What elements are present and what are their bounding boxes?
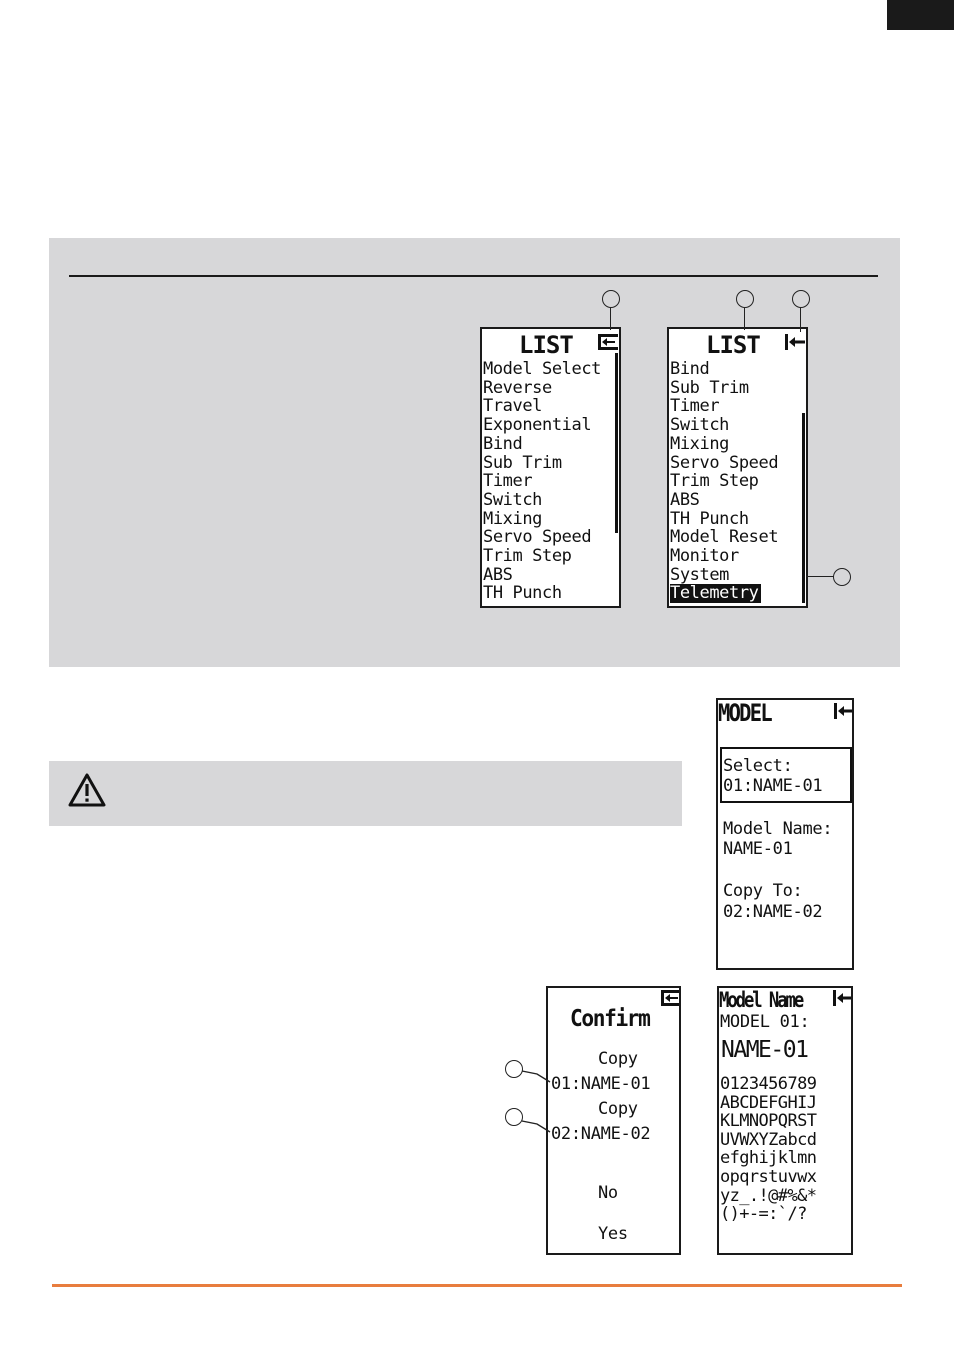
list-item[interactable]: Trim Step: [483, 546, 572, 566]
charset-row[interactable]: yz_.!@#%&*: [720, 1185, 817, 1206]
confirm-screen: [546, 986, 681, 1255]
back-arrow-icon[interactable]: [834, 703, 854, 719]
back-arrow-icon[interactable]: [785, 334, 805, 350]
charset-row[interactable]: efghijklmn: [720, 1148, 817, 1169]
scrollbar[interactable]: [615, 353, 618, 533]
copy-source-label: Copy: [598, 1049, 638, 1069]
list-item[interactable]: Monitor: [670, 546, 739, 566]
callout-marker: [736, 290, 754, 308]
callout-marker: [505, 1108, 523, 1126]
charset-row[interactable]: ()+-=:`/?: [720, 1204, 807, 1225]
warning-triangle-icon: [68, 773, 106, 807]
back-arrow-icon[interactable]: [598, 334, 618, 350]
model-select-label: Select:: [723, 756, 793, 776]
model-screen: [716, 698, 854, 970]
list-item[interactable]: TH Punch: [670, 508, 749, 529]
list-item[interactable]: Sub Trim: [670, 377, 749, 398]
copy-destination-value: 02:NAME-02: [551, 1124, 651, 1144]
charset-row[interactable]: 0123456789: [720, 1074, 817, 1094]
list-item[interactable]: Switch: [483, 489, 543, 510]
list-title: LIST: [519, 331, 573, 359]
back-arrow-icon[interactable]: [833, 990, 853, 1006]
charset-row[interactable]: KLMNOPQRST: [720, 1111, 817, 1132]
confirm-title: Confirm: [570, 1006, 650, 1032]
list-item[interactable]: Switch: [670, 415, 730, 436]
warning-box: [49, 761, 682, 826]
list-item[interactable]: Reverse: [483, 377, 552, 398]
scrollbar[interactable]: [802, 413, 805, 603]
callout-leader: [806, 576, 834, 577]
list-item[interactable]: Timer: [670, 396, 720, 417]
charset-row[interactable]: opqrstuvwx: [720, 1167, 817, 1187]
list-screen-1: [480, 327, 621, 608]
list-item[interactable]: Bind: [483, 433, 523, 454]
footer-rule: [52, 1284, 902, 1287]
copy-destination-label: Copy: [598, 1099, 638, 1119]
model-number-label: MODEL 01:: [720, 1012, 810, 1032]
list-title: LIST: [706, 331, 760, 359]
page-corner-tab: [887, 0, 954, 30]
callout-marker: [833, 568, 851, 586]
list-item[interactable]: Bind: [670, 359, 710, 379]
list-item[interactable]: Servo Speed: [483, 527, 592, 548]
list-item[interactable]: Exponential: [483, 415, 592, 436]
model-name-input[interactable]: NAME-01: [721, 1037, 808, 1063]
list-item[interactable]: Sub Trim: [483, 452, 562, 473]
model-name-value[interactable]: NAME-01: [723, 839, 793, 859]
list-item[interactable]: Model Reset: [670, 527, 779, 548]
copy-to-label: Copy To:: [723, 881, 803, 901]
list-item[interactable]: Trim Step: [670, 471, 759, 492]
callout-leader: [744, 308, 745, 330]
list-item[interactable]: Servo Speed: [670, 452, 779, 473]
list-item[interactable]: Mixing: [670, 433, 730, 454]
panel-divider: [69, 275, 878, 277]
back-arrow-icon[interactable]: [661, 990, 681, 1006]
yes-option[interactable]: Yes: [598, 1224, 628, 1244]
callout-leader: [800, 308, 801, 332]
charset-row[interactable]: UVWXYZabcd: [720, 1129, 817, 1150]
list-item[interactable]: Mixing: [483, 508, 543, 529]
charset-row[interactable]: ABCDEFGHIJ: [720, 1092, 817, 1113]
list-item[interactable]: TH Punch: [483, 583, 562, 604]
callout-leader: [610, 308, 611, 330]
model-name-label: Model Name:: [723, 819, 833, 839]
list-item[interactable]: ABS: [483, 564, 513, 585]
list-item[interactable]: ABS: [670, 489, 700, 510]
list-item[interactable]: Model Select: [483, 359, 602, 379]
list-item[interactable]: Telemetry: [670, 583, 759, 604]
model-title: MODEL: [718, 699, 771, 727]
model-select-value: 01:NAME-01: [723, 776, 823, 796]
model-name-title: Model Name: [719, 988, 803, 1012]
copy-to-value[interactable]: 02:NAME-02: [723, 902, 823, 922]
list-item[interactable]: Travel: [483, 396, 543, 417]
list-screen-2: [667, 327, 808, 608]
list-item[interactable]: System: [670, 564, 730, 585]
list-item[interactable]: Timer: [483, 471, 533, 492]
copy-source-value: 01:NAME-01: [551, 1074, 651, 1094]
model-name-screen: [717, 986, 853, 1255]
callout-marker: [602, 290, 620, 308]
callout-marker: [792, 290, 810, 308]
callout-marker: [505, 1060, 523, 1078]
no-option[interactable]: No: [598, 1183, 618, 1203]
